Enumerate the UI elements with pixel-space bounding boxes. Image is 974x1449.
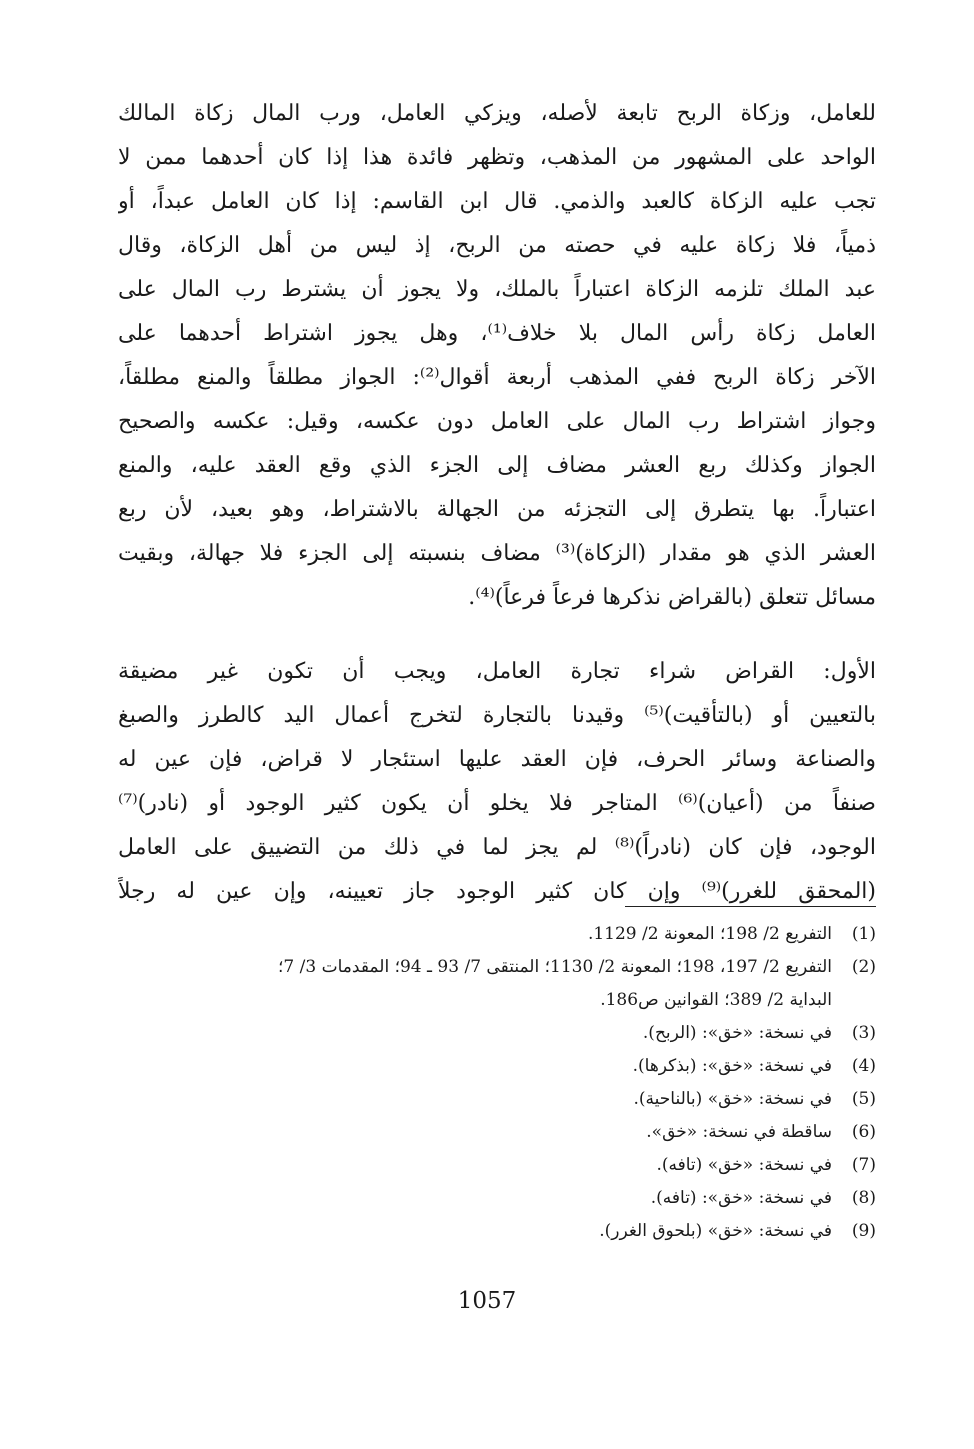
footnote-number: (6) bbox=[851, 1122, 876, 1142]
text-line: الآخر زكاة الربح ففي المذهب أربعة أقوال⁽²⁾: الجواز مطلقاً والمنع مطلقاً، bbox=[118, 365, 876, 390]
footnote-number: (7) bbox=[851, 1155, 876, 1175]
text-line: تجب عليه الزكاة كالعبد والذمي. قال ابن القاسم: إذا كان العامل عبداً، أو bbox=[118, 189, 876, 214]
footnote bbox=[118, 1083, 876, 1116]
footnote bbox=[118, 951, 876, 984]
text-line: صنفاً من (أعيان)⁽⁶⁾ المتاجر فلا يخلو أن يكون كثير الوجود أو (نادر)⁽⁷⁾ bbox=[118, 791, 876, 816]
footnote-number: (1) bbox=[851, 924, 876, 944]
text-line: الواحد على المشهور من المذهب، وتظهر فائدة هذا إذا كان أحدهما ممن لا bbox=[118, 145, 876, 170]
paragraph-spacer bbox=[118, 620, 876, 650]
footnote-text: البداية 2/ 389؛ القوانين ص186. bbox=[600, 990, 832, 1010]
text-line: وجواز اشتراط رب المال على العامل دون عكسه، وقيل: عكسه والصحيح bbox=[118, 409, 876, 434]
footnote-continuation bbox=[118, 984, 876, 1017]
footnote bbox=[118, 1050, 876, 1083]
text-line: مسائل تتعلق (بالقراض نذكرها فرعاً فرعاً)⁽⁴⁾. bbox=[468, 585, 876, 610]
paragraph-1 bbox=[118, 92, 876, 620]
footnote-text: في نسخة: «خق» (تافه). bbox=[656, 1155, 832, 1175]
text-line: الجواز وكذلك ربع العشر مضاف إلى الجزء الذي وقع العقد عليه، والمنع bbox=[118, 453, 876, 478]
footnote-text: في نسخة: «خق»: (الربح). bbox=[642, 1023, 832, 1043]
text-line: والصناعة وسائر الحرف، فإن العقد عليها استئجار لا قراض، فإن عين له bbox=[118, 747, 876, 772]
footnote-text: في نسخة: «خق» (بالناحية). bbox=[633, 1089, 832, 1109]
footnote bbox=[118, 918, 876, 951]
footnote bbox=[118, 1116, 876, 1149]
footnotes bbox=[118, 918, 876, 1248]
footnote bbox=[118, 1017, 876, 1050]
text-line: اعتباراً. بها يتطرق إلى التجزئه من الجهالة بالاشتراط، وهو بعيد، لأن ربع bbox=[118, 497, 876, 522]
footnote bbox=[118, 1182, 876, 1215]
footnote-number: (4) bbox=[851, 1056, 876, 1076]
footnote-text: في نسخة: «خق» (بلحوق الغرر). bbox=[599, 1221, 832, 1241]
text-line: الأول: القراض شراء تجارة العامل، ويجب أن تكون غير مضيقة bbox=[118, 659, 876, 684]
footnote-text: في نسخة: «خق»: (بذكرها). bbox=[632, 1056, 832, 1076]
footnote bbox=[118, 1149, 876, 1182]
text-line: الوجود، فإن كان (نادراً)⁽⁸⁾ لم يجز لما في ذلك من التضييق على العامل bbox=[118, 835, 876, 860]
paragraph-2 bbox=[118, 650, 876, 914]
footnote-number: (2) bbox=[851, 957, 876, 977]
footnote bbox=[118, 1215, 876, 1248]
footnote-number: (9) bbox=[851, 1221, 876, 1241]
footnote-text: في نسخة: «خق»: (تافه). bbox=[650, 1188, 832, 1208]
text-line: العامل زكاة رأس المال بلا خلاف⁽¹⁾، وهل يجوز اشتراط أحدهما على bbox=[118, 321, 876, 346]
text-line: (المحقق للغرر)⁽⁹⁾ وإن كان كثير الوجود جاز تعيينه، وإن عين له رجلاً bbox=[118, 879, 876, 904]
text-line: للعامل، وزكاة الربح تابعة لأصله، ويزكي العامل، ورب المال زكاة المالك bbox=[118, 101, 876, 126]
footnote-number: (8) bbox=[851, 1188, 876, 1208]
text-line: العشر الذي هو مقدار (الزكاة)⁽³⁾ مضاف بنسبته إلى الجزء فلا جهالة، وبقيت bbox=[118, 541, 876, 566]
footnote-text: ساقطة في نسخة: «خق». bbox=[646, 1122, 832, 1142]
footnote-number: (5) bbox=[851, 1089, 876, 1109]
text-line: بالتعيين أو (بالتأقيت)⁽⁵⁾ وقيدنا بالتجارة لتخرج أعمال اليد كالطرز والصبغ bbox=[118, 703, 876, 728]
main-text bbox=[118, 92, 876, 914]
page-number: 1057 bbox=[457, 1288, 517, 1314]
text-line: عبد الملك تلزمه الزكاة اعتباراً بالملك، ولا يجوز أن يشترط رب المال على bbox=[118, 277, 876, 302]
footnote-number: (3) bbox=[851, 1023, 876, 1043]
footnote-text: التفريع 2/ 197، 198؛ المعونة 2/ 1130؛ المنتقى 7/ 93 ـ 94؛ المقدمات 3/ 7؛ bbox=[278, 957, 832, 977]
footnote-separator bbox=[625, 906, 876, 907]
text-line: ذمياً، فلا زكاة عليه في حصته من الربح، إذ ليس من أهل الزكاة، وقال bbox=[118, 233, 876, 258]
footnote-text: التفريع 2/ 198؛ المعونة 2/ 1129. bbox=[587, 924, 832, 944]
